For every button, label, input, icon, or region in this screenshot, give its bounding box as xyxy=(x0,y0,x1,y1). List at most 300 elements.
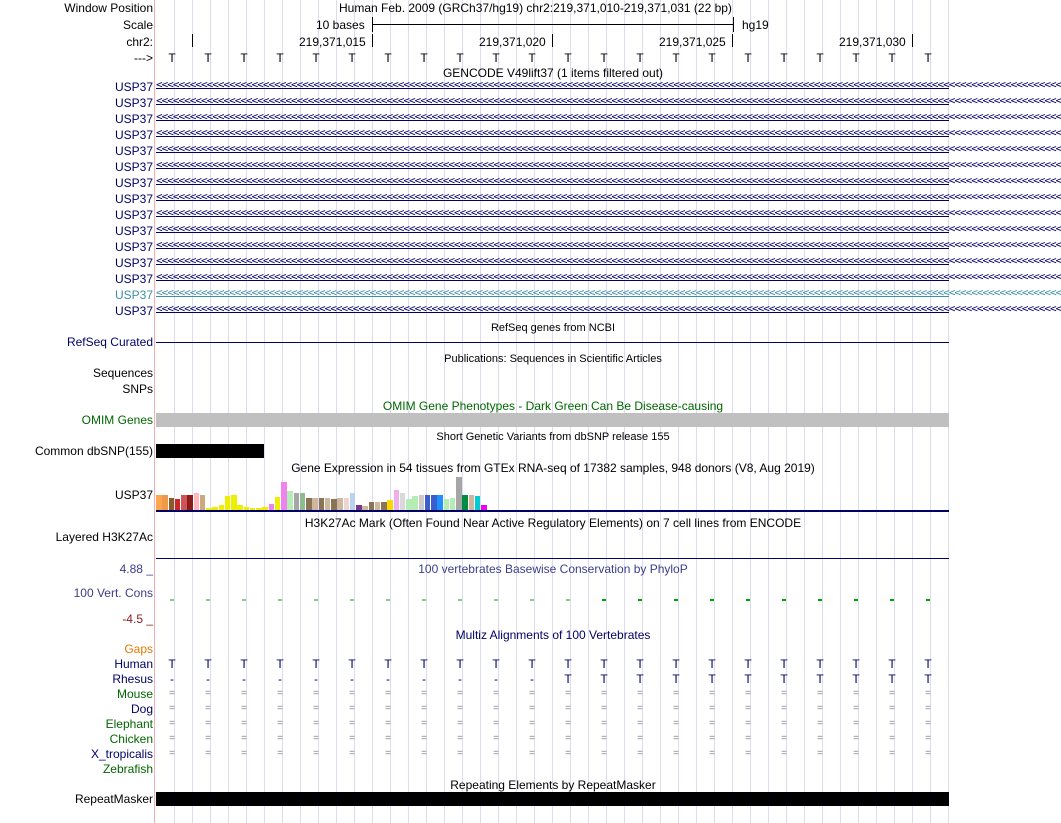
alignment-base: = xyxy=(853,703,859,714)
alignment-base: T xyxy=(312,657,320,671)
alignment-base: = xyxy=(817,703,823,714)
conservation-marks[interactable] xyxy=(156,598,949,602)
gtex-tissue-bar[interactable] xyxy=(162,495,168,511)
gtex-track-title[interactable]: Gene Expression in 54 tissues from GTEx RNA-seq of 17382 samples, 948 donors (V8, Aug 2019) xyxy=(291,461,815,475)
ruler-position: 219,371,015 xyxy=(299,35,366,49)
gencode-transcript[interactable] xyxy=(156,270,1061,287)
conservation-mark xyxy=(674,599,678,601)
gtex-tissue-bar[interactable] xyxy=(394,490,400,511)
gencode-transcript[interactable] xyxy=(156,302,1061,319)
alignment-base: - xyxy=(350,672,354,686)
conservation-mark xyxy=(350,599,354,601)
alignment-base: = xyxy=(781,733,787,744)
alignment-base: = xyxy=(817,688,823,699)
gencode-transcript[interactable] xyxy=(156,78,1061,95)
alignment-base: - xyxy=(422,672,426,686)
alignment-base: = xyxy=(529,688,535,699)
gencode-transcript[interactable] xyxy=(156,222,1061,239)
alignment-base: = xyxy=(385,718,391,729)
alignment-base: = xyxy=(313,703,319,714)
dna-base: T xyxy=(816,51,824,65)
alignment-base: = xyxy=(385,688,391,699)
conservation-mark xyxy=(314,599,318,601)
omim-track-label[interactable]: OMIM Genes xyxy=(81,413,153,427)
alignment-base: T xyxy=(636,657,644,671)
alignment-base: T xyxy=(816,657,824,671)
gencode-transcript[interactable] xyxy=(156,158,1061,175)
conservation-max-label: 4.88 _ xyxy=(119,562,153,576)
alignment-base: = xyxy=(925,718,931,729)
alignment-base: = xyxy=(205,748,211,759)
multiz-species-label[interactable]: Human xyxy=(114,657,153,671)
dna-base: T xyxy=(600,51,608,65)
dna-base: T xyxy=(348,51,356,65)
alignment-base: T xyxy=(852,672,860,686)
scale-bar-right-tick xyxy=(733,17,734,32)
strand-arrows: <<<<<<<<<<<<<<<<<<<<<<<<<<<<<<<<<<<<<<<<<<<<<<<<<<<<<<<<<<<<<<<<<<<<<<<<<<<<<<<<<<<<<<<<<<<<<<<<<<<<<<<<<<<<<<<<<<<<<<<<<<<<<<<<<<<<<<<<<<<<<<<<<<<<<<<<<<<<<<<<< xyxy=(156,78,1061,91)
gencode-gene-label[interactable]: USP37 xyxy=(114,304,153,318)
alignment-base: = xyxy=(421,703,427,714)
conservation-mark xyxy=(206,599,210,601)
dna-base: T xyxy=(240,51,248,65)
alignment-base: = xyxy=(889,688,895,699)
alignment-base: = xyxy=(277,703,283,714)
dna-base: T xyxy=(456,51,464,65)
dbsnp-variant-bar[interactable] xyxy=(156,444,264,458)
dbsnp-track-label[interactable]: Common dbSNP(155) xyxy=(34,444,153,458)
alignment-base: - xyxy=(206,672,210,686)
alignment-base: = xyxy=(205,688,211,699)
gtex-tissue-bar[interactable] xyxy=(431,495,437,511)
alignment-base: = xyxy=(745,703,751,714)
alignment-base: = xyxy=(169,748,175,759)
alignment-base: - xyxy=(278,672,282,686)
gtex-tissue-bar[interactable] xyxy=(437,495,443,511)
alignment-base: = xyxy=(205,703,211,714)
alignment-base: = xyxy=(349,688,355,699)
alignment-base: = xyxy=(529,748,535,759)
alignment-base: T xyxy=(420,657,428,671)
conservation-min-label: -4.5 _ xyxy=(122,612,153,626)
alignment-base: = xyxy=(673,688,679,699)
alignment-base: T xyxy=(708,672,716,686)
conservation-mark xyxy=(782,599,786,601)
alignment-base: = xyxy=(637,703,643,714)
scale-bar xyxy=(372,24,733,25)
alignment-base: = xyxy=(493,703,499,714)
dna-bases-row[interactable] xyxy=(0,51,950,65)
gencode-gene-label[interactable]: USP37 xyxy=(114,224,153,238)
alignment-base: = xyxy=(601,718,607,729)
multiz-species-label[interactable]: Elephant xyxy=(105,717,153,731)
dbsnp-track-title[interactable]: Short Genetic Variants from dbSNP release 155 xyxy=(436,431,670,443)
refseq-track-title[interactable]: RefSeq genes from NCBI xyxy=(490,322,616,334)
multiz-track-title[interactable]: Multiz Alignments of 100 Vertebrates xyxy=(455,628,651,642)
conservation-mark xyxy=(926,599,930,601)
alignment-base: = xyxy=(673,703,679,714)
conservation-mark xyxy=(710,599,714,601)
gtex-tissue-bar[interactable] xyxy=(287,491,293,511)
alignment-base: = xyxy=(277,688,283,699)
alignment-base: = xyxy=(565,718,571,729)
alignment-base: = xyxy=(889,703,895,714)
alignment-base: = xyxy=(637,733,643,744)
alignment-base: T xyxy=(600,672,608,686)
conservation-mark xyxy=(818,599,822,601)
alignment-base: T xyxy=(528,657,536,671)
repeatmasker-track-title[interactable]: Repeating Elements by RepeatMasker xyxy=(450,778,656,792)
alignment-base: T xyxy=(600,657,608,671)
strand-arrows: <<<<<<<<<<<<<<<<<<<<<<<<<<<<<<<<<<<<<<<<<<<<<<<<<<<<<<<<<<<<<<<<<<<<<<<<<<<<<<<<<<<<<<<<<<<<<<<<<<<<<<<<<<<<<<<<<<<<<<<<<<<<<<<<<<<<<<<<<<<<<<<<<<<<<<<<<<<<<<<<< xyxy=(156,126,1061,139)
gencode-gene-label[interactable]: USP37 xyxy=(114,128,153,142)
alignment-base: = xyxy=(421,688,427,699)
alignment-base: = xyxy=(745,733,751,744)
gencode-transcript[interactable] xyxy=(156,174,1061,191)
repeatmasker-element-bar[interactable] xyxy=(156,792,949,806)
dna-base: T xyxy=(312,51,320,65)
gtex-tissue-bar[interactable] xyxy=(225,496,231,511)
alignment-base: = xyxy=(889,748,895,759)
gtex-tissue-bar[interactable] xyxy=(469,495,475,511)
alignment-base: = xyxy=(817,733,823,744)
gtex-expression-bars[interactable] xyxy=(156,476,949,511)
alignment-base: = xyxy=(349,703,355,714)
alignment-base: = xyxy=(925,703,931,714)
alignment-base: = xyxy=(709,703,715,714)
alignment-base: = xyxy=(457,703,463,714)
gencode-transcript[interactable] xyxy=(156,206,1061,223)
scale-value: 10 bases xyxy=(316,18,365,32)
strand-arrows: <<<<<<<<<<<<<<<<<<<<<<<<<<<<<<<<<<<<<<<<<<<<<<<<<<<<<<<<<<<<<<<<<<<<<<<<<<<<<<<<<<<<<<<<<<<<<<<<<<<<<<<<<<<<<<<<<<<<<<<<<<<<<<<<<<<<<<<<<<<<<<<<<<<<<<<<<<<<<<<<< xyxy=(156,190,1061,203)
gencode-gene-label[interactable]: USP37 xyxy=(114,144,153,158)
multiz-species-label[interactable]: Chicken xyxy=(109,732,153,746)
gtex-tissue-bar[interactable] xyxy=(231,495,237,511)
alignment-base: = xyxy=(637,688,643,699)
alignment-base: = xyxy=(601,688,607,699)
alignment-base: = xyxy=(853,733,859,744)
alignment-base: = xyxy=(385,703,391,714)
publications-track-title[interactable]: Publications: Sequences in Scientific Articles xyxy=(444,353,662,365)
alignment-base: T xyxy=(240,657,248,671)
ruler-tick xyxy=(732,34,733,47)
alignment-base: = xyxy=(817,718,823,729)
h3k27ac-track-label[interactable]: Layered H3K27Ac xyxy=(55,530,153,544)
alignment-base: = xyxy=(637,748,643,759)
alignment-base: T xyxy=(168,657,176,671)
alignment-base: = xyxy=(313,718,319,729)
gencode-transcript[interactable] xyxy=(156,238,1061,255)
multiz-species-label[interactable]: Mouse xyxy=(116,687,153,701)
alignment-base: T xyxy=(744,672,752,686)
gencode-transcript[interactable] xyxy=(156,142,1061,159)
alignment-base: = xyxy=(853,718,859,729)
conservation-mark xyxy=(602,599,606,601)
strand-arrows: <<<<<<<<<<<<<<<<<<<<<<<<<<<<<<<<<<<<<<<<<<<<<<<<<<<<<<<<<<<<<<<<<<<<<<<<<<<<<<<<<<<<<<<<<<<<<<<<<<<<<<<<<<<<<<<<<<<<<<<<<<<<<<<<<<<<<<<<<<<<<<<<<<<<<<<<<<<<<<<<< xyxy=(156,174,1061,187)
alignment-base: T xyxy=(924,657,932,671)
alignment-base: = xyxy=(169,718,175,729)
alignment-base: = xyxy=(781,748,787,759)
alignment-base: = xyxy=(781,703,787,714)
alignment-base: = xyxy=(601,733,607,744)
alignment-base: = xyxy=(529,703,535,714)
alignment-base: = xyxy=(313,748,319,759)
gtex-tissue-bar[interactable] xyxy=(419,495,425,511)
gencode-gene-label[interactable]: USP37 xyxy=(114,192,153,206)
gencode-gene-label[interactable]: USP37 xyxy=(114,160,153,174)
gencode-gene-label[interactable]: USP37 xyxy=(114,208,153,222)
alignment-base: = xyxy=(349,718,355,729)
gtex-tissue-bar[interactable] xyxy=(300,493,306,511)
gtex-tissue-bar[interactable] xyxy=(156,495,162,511)
alignment-base: = xyxy=(313,733,319,744)
strand-arrows: <<<<<<<<<<<<<<<<<<<<<<<<<<<<<<<<<<<<<<<<<<<<<<<<<<<<<<<<<<<<<<<<<<<<<<<<<<<<<<<<<<<<<<<<<<<<<<<<<<<<<<<<<<<<<<<<<<<<<<<<<<<<<<<<<<<<<<<<<<<<<<<<<<<<<<<<<<<<<<<<< xyxy=(156,94,1061,107)
gencode-transcript[interactable] xyxy=(156,190,1061,207)
alignment-base: = xyxy=(349,733,355,744)
alignment-base: - xyxy=(314,672,318,686)
alignment-base: T xyxy=(384,657,392,671)
alignment-base: = xyxy=(601,748,607,759)
gtex-tissue-bar[interactable] xyxy=(350,493,356,511)
ruler-tick xyxy=(552,34,553,47)
alignment-base: T xyxy=(492,657,500,671)
conservation-mark xyxy=(566,599,570,601)
alignment-base: = xyxy=(241,733,247,744)
ruler-position: 219,371,020 xyxy=(479,35,546,49)
alignment-base: = xyxy=(277,718,283,729)
ruler-tick xyxy=(192,34,193,47)
gtex-tissue-bar[interactable] xyxy=(412,496,418,511)
alignment-base: = xyxy=(853,748,859,759)
conservation-mark xyxy=(494,599,498,601)
dna-base: T xyxy=(852,51,860,65)
alignment-base: = xyxy=(457,733,463,744)
conservation-mark xyxy=(530,599,534,601)
multiz-species-label[interactable]: Dog xyxy=(130,702,153,716)
alignment-base: = xyxy=(493,733,499,744)
gtex-tissue-bar[interactable] xyxy=(275,497,281,511)
gencode-gene-label[interactable]: USP37 xyxy=(114,176,153,190)
alignment-base: = xyxy=(457,748,463,759)
gencode-gene-label[interactable]: USP37 xyxy=(114,112,153,126)
dna-base: T xyxy=(672,51,680,65)
alignment-base: T xyxy=(456,657,464,671)
gencode-gene-label[interactable]: USP37 xyxy=(114,80,153,94)
alignment-base: = xyxy=(385,733,391,744)
alignment-base: = xyxy=(277,748,283,759)
alignment-base: T xyxy=(708,657,716,671)
alignment-base: T xyxy=(744,657,752,671)
strand-arrows: <<<<<<<<<<<<<<<<<<<<<<<<<<<<<<<<<<<<<<<<<<<<<<<<<<<<<<<<<<<<<<<<<<<<<<<<<<<<<<<<<<<<<<<<<<<<<<<<<<<<<<<<<<<<<<<<<<<<<<<<<<<<<<<<<<<<<<<<<<<<<<<<<<<<<<<<<<<<<<<<< xyxy=(156,302,1061,315)
gtex-tissue-bar[interactable] xyxy=(456,477,462,511)
gtex-tissue-bar[interactable] xyxy=(187,495,193,511)
gtex-gene-label[interactable]: USP37 xyxy=(114,488,153,502)
conservation-mark xyxy=(890,599,894,601)
publications-sequences-label[interactable]: Sequences xyxy=(92,366,153,380)
dna-base: T xyxy=(888,51,896,65)
scale-db-label: hg19 xyxy=(742,18,769,32)
alignment-base: = xyxy=(241,703,247,714)
strand-arrows: <<<<<<<<<<<<<<<<<<<<<<<<<<<<<<<<<<<<<<<<<<<<<<<<<<<<<<<<<<<<<<<<<<<<<<<<<<<<<<<<<<<<<<<<<<<<<<<<<<<<<<<<<<<<<<<<<<<<<<<<<<<<<<<<<<<<<<<<<<<<<<<<<<<<<<<<<<<<<<<<< xyxy=(156,270,1061,283)
gtex-tissue-bar[interactable] xyxy=(425,495,431,511)
dna-base: T xyxy=(204,51,212,65)
strand-arrows: <<<<<<<<<<<<<<<<<<<<<<<<<<<<<<<<<<<<<<<<<<<<<<<<<<<<<<<<<<<<<<<<<<<<<<<<<<<<<<<<<<<<<<<<<<<<<<<<<<<<<<<<<<<<<<<<<<<<<<<<<<<<<<<<<<<<<<<<<<<<<<<<<<<<<<<<<<<<<<<<< xyxy=(156,286,1061,299)
gencode-gene-label[interactable]: USP37 xyxy=(114,240,153,254)
alignment-base: T xyxy=(816,672,824,686)
alignment-base: T xyxy=(852,657,860,671)
gencode-transcript[interactable] xyxy=(156,94,1061,111)
alignment-base: = xyxy=(709,733,715,744)
alignment-base: T xyxy=(636,672,644,686)
conservation-mark xyxy=(386,599,390,601)
sidebar-divider xyxy=(154,0,155,823)
strand-arrows: <<<<<<<<<<<<<<<<<<<<<<<<<<<<<<<<<<<<<<<<<<<<<<<<<<<<<<<<<<<<<<<<<<<<<<<<<<<<<<<<<<<<<<<<<<<<<<<<<<<<<<<<<<<<<<<<<<<<<<<<<<<<<<<<<<<<<<<<<<<<<<<<<<<<<<<<<<<<<<<<< xyxy=(156,158,1061,171)
alignment-base: = xyxy=(925,733,931,744)
h3k27ac-baseline xyxy=(156,558,949,559)
alignment-base: = xyxy=(889,718,895,729)
strand-arrows: <<<<<<<<<<<<<<<<<<<<<<<<<<<<<<<<<<<<<<<<<<<<<<<<<<<<<<<<<<<<<<<<<<<<<<<<<<<<<<<<<<<<<<<<<<<<<<<<<<<<<<<<<<<<<<<<<<<<<<<<<<<<<<<<<<<<<<<<<<<<<<<<<<<<<<<<<<<<<<<<< xyxy=(156,254,1061,267)
h3k27ac-track-title[interactable]: H3K27Ac Mark (Often Found Near Active Regulatory Elements) on 7 cell lines from ENCODE xyxy=(304,516,802,530)
assembly-position-text: Human Feb. 2009 (GRCh37/hg19) chr2:219,371,010-219,371,031 (22 bp) xyxy=(339,1,732,15)
conservation-track-title[interactable]: 100 vertebrates Basewise Conservation by PhyloP xyxy=(418,562,688,576)
gtex-tissue-bar[interactable] xyxy=(200,495,206,511)
alignment-base: = xyxy=(421,733,427,744)
alignment-base: = xyxy=(673,748,679,759)
alignment-base: = xyxy=(169,703,175,714)
alignment-base: = xyxy=(349,748,355,759)
alignment-base: = xyxy=(421,748,427,759)
alignment-base: = xyxy=(169,688,175,699)
gencode-transcript[interactable] xyxy=(156,126,1061,143)
multiz-species-label[interactable]: Rhesus xyxy=(112,672,153,686)
dna-base: T xyxy=(744,51,752,65)
gtex-tissue-bar[interactable] xyxy=(294,493,300,511)
gtex-baseline xyxy=(156,510,949,512)
alignment-base: T xyxy=(276,657,284,671)
alignment-base: = xyxy=(637,718,643,729)
alignment-base: = xyxy=(709,718,715,729)
omim-track-title[interactable]: OMIM Gene Phenotypes - Dark Green Can Be Disease-causing xyxy=(382,399,724,413)
conservation-mark xyxy=(278,599,282,601)
strand-arrows: <<<<<<<<<<<<<<<<<<<<<<<<<<<<<<<<<<<<<<<<<<<<<<<<<<<<<<<<<<<<<<<<<<<<<<<<<<<<<<<<<<<<<<<<<<<<<<<<<<<<<<<<<<<<<<<<<<<<<<<<<<<<<<<<<<<<<<<<<<<<<<<<<<<<<<<<<<<<<<<<< xyxy=(156,142,1061,155)
alignment-base: = xyxy=(529,718,535,729)
gtex-tissue-bar[interactable] xyxy=(194,493,200,511)
alignment-base: = xyxy=(745,688,751,699)
gencode-gene-label[interactable]: USP37 xyxy=(114,272,153,286)
ruler-position: 219,371,030 xyxy=(839,35,906,49)
dna-base: T xyxy=(564,51,572,65)
alignment-base: - xyxy=(242,672,246,686)
gtex-tissue-bar[interactable] xyxy=(475,496,481,511)
alignment-base: = xyxy=(313,688,319,699)
alignment-base: - xyxy=(458,672,462,686)
strand-label: ---> xyxy=(134,51,153,65)
dna-base: T xyxy=(384,51,392,65)
gtex-tissue-bar[interactable] xyxy=(281,482,287,511)
alignment-base: T xyxy=(888,657,896,671)
alignment-base: T xyxy=(564,672,572,686)
gtex-tissue-bar[interactable] xyxy=(462,495,468,511)
ruler-tick xyxy=(372,34,373,47)
alignment-base: = xyxy=(565,748,571,759)
gencode-track-title[interactable]: GENCODE V49lift37 (1 items filtered out) xyxy=(442,66,664,80)
alignment-base: = xyxy=(709,688,715,699)
alignment-base: - xyxy=(170,672,174,686)
alignment-base: = xyxy=(817,748,823,759)
gtex-tissue-bar[interactable] xyxy=(181,495,187,511)
strand-arrows: <<<<<<<<<<<<<<<<<<<<<<<<<<<<<<<<<<<<<<<<<<<<<<<<<<<<<<<<<<<<<<<<<<<<<<<<<<<<<<<<<<<<<<<<<<<<<<<<<<<<<<<<<<<<<<<<<<<<<<<<<<<<<<<<<<<<<<<<<<<<<<<<<<<<<<<<<<<<<<<<< xyxy=(156,206,1061,219)
multiz-species-label[interactable]: Gaps xyxy=(124,642,153,656)
multiz-species-label[interactable]: X_tropicalis xyxy=(90,747,153,761)
omim-feature-bar[interactable] xyxy=(156,413,949,427)
alignment-base: = xyxy=(493,748,499,759)
refseq-gene-line[interactable] xyxy=(156,342,949,343)
alignment-base: = xyxy=(601,703,607,714)
alignment-base: = xyxy=(493,688,499,699)
gtex-tissue-bar[interactable] xyxy=(400,493,406,511)
gencode-gene-label[interactable]: USP37 xyxy=(114,96,153,110)
conservation-track-label[interactable]: 100 Vert. Cons xyxy=(73,586,153,600)
alignment-base: T xyxy=(924,672,932,686)
alignment-base: = xyxy=(169,733,175,744)
ruler-position: 219,371,025 xyxy=(659,35,726,49)
alignment-base: = xyxy=(673,718,679,729)
dna-base: T xyxy=(708,51,716,65)
dna-base: T xyxy=(924,51,932,65)
alignment-base: = xyxy=(493,718,499,729)
alignment-base: = xyxy=(457,688,463,699)
alignment-base: = xyxy=(241,718,247,729)
alignment-base: = xyxy=(925,748,931,759)
refseq-track-label[interactable]: RefSeq Curated xyxy=(66,335,153,349)
dna-base: T xyxy=(636,51,644,65)
alignment-base: T xyxy=(888,672,896,686)
gencode-gene-label[interactable]: USP37 xyxy=(114,288,153,302)
alignment-base: - xyxy=(386,672,390,686)
strand-arrows: <<<<<<<<<<<<<<<<<<<<<<<<<<<<<<<<<<<<<<<<<<<<<<<<<<<<<<<<<<<<<<<<<<<<<<<<<<<<<<<<<<<<<<<<<<<<<<<<<<<<<<<<<<<<<<<<<<<<<<<<<<<<<<<<<<<<<<<<<<<<<<<<<<<<<<<<<<<<<<<<< xyxy=(156,110,1061,123)
multiz-species-label[interactable]: Zebrafish xyxy=(102,762,153,776)
conservation-mark xyxy=(242,599,246,601)
gencode-transcript[interactable] xyxy=(156,286,1061,303)
alignment-base: = xyxy=(565,703,571,714)
alignment-base: = xyxy=(781,688,787,699)
scale-label: Scale xyxy=(122,18,153,32)
alignment-base: T xyxy=(780,672,788,686)
dna-base: T xyxy=(528,51,536,65)
alignment-base: T xyxy=(780,657,788,671)
conservation-mark xyxy=(458,599,462,601)
dna-base: T xyxy=(276,51,284,65)
gencode-transcript[interactable] xyxy=(156,110,1061,127)
alignment-base: = xyxy=(565,688,571,699)
alignment-base: - xyxy=(494,672,498,686)
repeatmasker-track-label[interactable]: RepeatMasker xyxy=(74,792,153,806)
window-position-label: Window Position xyxy=(64,1,153,15)
strand-arrows: <<<<<<<<<<<<<<<<<<<<<<<<<<<<<<<<<<<<<<<<<<<<<<<<<<<<<<<<<<<<<<<<<<<<<<<<<<<<<<<<<<<<<<<<<<<<<<<<<<<<<<<<<<<<<<<<<<<<<<<<<<<<<<<<<<<<<<<<<<<<<<<<<<<<<<<<<<<<<<<<< xyxy=(156,222,1061,235)
gencode-gene-label[interactable]: USP37 xyxy=(114,256,153,270)
chrom-label: chr2: xyxy=(126,35,153,49)
dna-base: T xyxy=(492,51,500,65)
alignment-base: = xyxy=(745,748,751,759)
alignment-base: T xyxy=(672,672,680,686)
alignment-base: T xyxy=(204,657,212,671)
publications-snps-label[interactable]: SNPs xyxy=(122,382,153,396)
alignment-base: T xyxy=(348,657,356,671)
alignment-base: = xyxy=(205,733,211,744)
alignment-base: = xyxy=(853,688,859,699)
gencode-transcript[interactable] xyxy=(156,254,1061,271)
dna-base: T xyxy=(168,51,176,65)
alignment-base: = xyxy=(205,718,211,729)
